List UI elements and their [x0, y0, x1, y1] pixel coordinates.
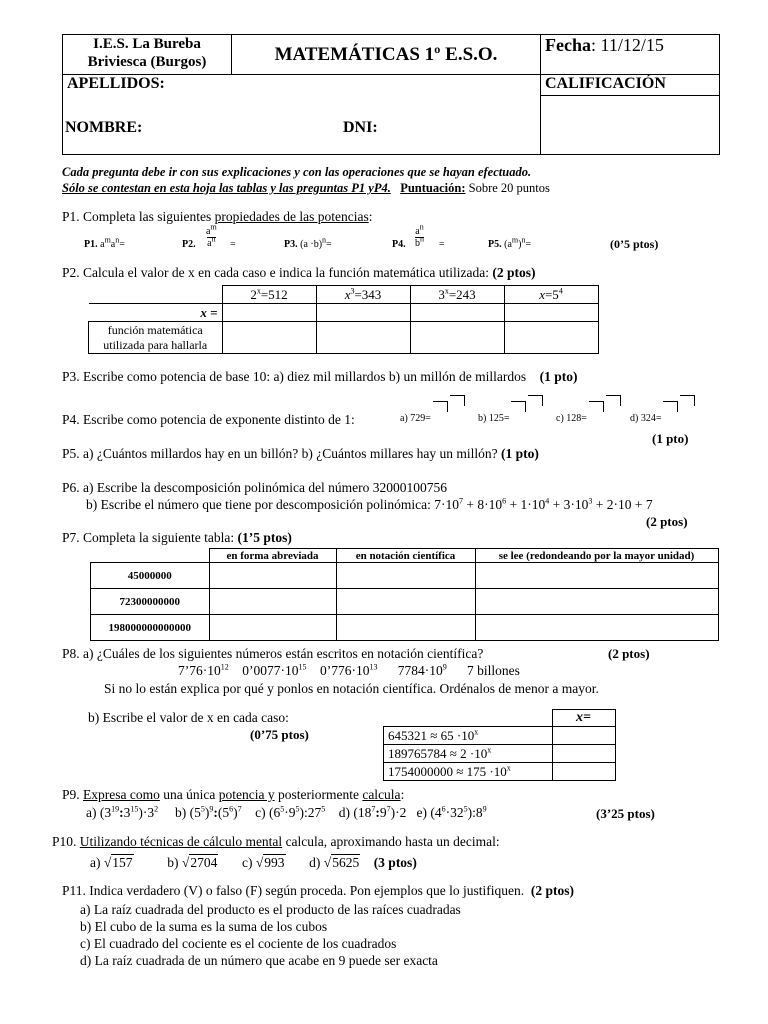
p8-answer-1[interactable] [552, 727, 615, 745]
p7-header-1: en forma abreviada [209, 549, 336, 563]
p2-fn-cell-2[interactable] [316, 322, 410, 354]
p7-cell[interactable] [475, 563, 718, 589]
p8-numbers: $7’76\cdot 10^{12}$ $0’0077\cdot 10^{15}$ $0’776\cdot 10^{13}$ $7784\cdot 10^9$ 7 billones [178, 662, 520, 678]
p3-text [62, 369, 578, 385]
p10-text [52, 834, 500, 850]
intro-line2 [62, 181, 550, 196]
p8-answer-3[interactable] [552, 763, 615, 781]
school-cell [63, 35, 232, 75]
p1-item-4 [392, 239, 406, 250]
p10-item-a: 157 [112, 855, 133, 870]
fecha-cell [541, 35, 720, 75]
p8-b: b) Escribe el valor de x en cada caso: [88, 710, 289, 725]
p1-text [62, 209, 372, 225]
p2-row-fn-1: función matemática [107, 322, 203, 337]
p2-table [88, 285, 599, 354]
p8-instructions: Si no lo están explica por qué y ponlos en notación científica. Ordénalos de menor a mayor. [104, 681, 599, 696]
p2-points: (2 ptos) [492, 265, 536, 280]
p9-text [62, 787, 404, 803]
p11-text [62, 883, 574, 899]
p1-item-3: P3. $(a \cdot b)^n=$ [284, 235, 332, 250]
p7-cell[interactable] [475, 589, 718, 615]
p7-row-2: 72300000000 [91, 589, 210, 615]
p2-corner [89, 286, 223, 304]
nombre-label: NOMBRE: [65, 119, 143, 136]
p1-i1-label: P1. [84, 239, 98, 250]
p2-question: P2. Calcula el valor de x en cada caso e indica la función matemática utilizada: [62, 265, 489, 280]
p2-x-cell-4[interactable] [504, 304, 598, 322]
p2-fn-cell-4[interactable] [504, 322, 598, 354]
p7-cell[interactable] [336, 589, 475, 615]
p1-i4-label: P4. [392, 239, 406, 250]
p2-row-x: x = [89, 304, 223, 322]
p6-a: P6. a) Escribe la descomposición polinómica del número 32000100756 [62, 480, 448, 495]
p1-item-5: P5. $(a^m)^n=$ [488, 235, 532, 250]
p9-mid1: una única [159, 787, 219, 802]
p8-table [383, 709, 616, 781]
p2-col-2: $x^3=343$ [316, 286, 410, 304]
puntuacion-value: Sobre 20 puntos [465, 181, 550, 195]
p4-b-label: b) 125= [478, 413, 510, 424]
fecha-label: Fecha [545, 35, 591, 55]
p4-a-box-2[interactable] [450, 395, 465, 406]
p8-row-1-text: 645321 ≈ 65 ·10 [388, 727, 475, 743]
p8-a: P8. a) ¿Cuáles de los siguientes números están escritos en notación científica? [62, 646, 484, 661]
p4-c [556, 413, 621, 424]
p1-i3-label: P3. [284, 239, 298, 250]
p10-label-a: a) [90, 855, 101, 870]
p2-col-4: $x=5^4$ [504, 286, 598, 304]
p7-points: (1’5 ptos) [237, 530, 292, 545]
p8-corner [384, 710, 553, 727]
p9-w1: Expresa como [83, 787, 160, 802]
p11-question: P11. Indica verdadero (V) o falso (F) según proceda. Pon ejemplos que lo justifiquen. [62, 883, 525, 898]
p2-col-3: $3^x=243$ [410, 286, 504, 304]
student-fields [63, 75, 541, 155]
p4-c-box-1[interactable] [589, 401, 604, 412]
p9-items: a) $(3^{19}:3^{15})\cdot 3^2$ b) $(5^5)^9:(5^6)^7$ c) $(6^5\cdot 9^5):27^5$ d) $(18^7:9^7)\cdot 2$ e) $(4^6\cdot 32^5):8^9$ [86, 804, 487, 820]
p4-a [400, 413, 465, 424]
p3-question: P3. Escribe como potencia de base 10: a) diez mil millardos b) un millón de millardos [62, 369, 527, 384]
p9-w3: calcula [362, 787, 401, 802]
p11-item-d: d) La raíz cuadrada de un número que acabe en 9 puede ser exacta [80, 953, 438, 968]
p2-x-cell-1[interactable] [222, 304, 316, 322]
p7-cell[interactable] [209, 589, 336, 615]
p10-item-d: 5625 [332, 855, 360, 870]
apellidos-label: APELLIDOS: [67, 75, 165, 92]
p8-answer-2[interactable] [552, 745, 615, 763]
p1-item-2-eq: = [230, 239, 236, 250]
header-table [62, 34, 720, 155]
p7-cell[interactable] [209, 615, 336, 641]
p8-a-points: (2 ptos) [608, 646, 650, 661]
p7-question: P7. Completa la siguiente tabla: [62, 530, 238, 545]
subject-title: MATEMÁTICAS 1º E.S.O. [232, 35, 541, 75]
p2-text [62, 265, 535, 281]
p9-w2: potencia y [218, 787, 275, 802]
p8-row-3-text: 1754000000 ≈ 175 ·10 [388, 763, 507, 779]
p11-item-b: b) El cubo de la suma es la suma de los cubos [80, 919, 328, 934]
school-location: Briviesca (Burgos) [87, 54, 207, 70]
p4-b-box-1[interactable] [511, 401, 526, 412]
p1-i2-label: P2. [182, 239, 196, 250]
p9-points: (3’25 ptos) [596, 806, 655, 821]
p10-items: a) √157 b) √2704 c) √993 d) √5625 (3 ptos) [90, 855, 417, 870]
p4-d-box-2[interactable] [680, 395, 695, 406]
p1-item-4-eq: = [439, 239, 445, 250]
p10-label-c: c) [241, 855, 253, 870]
intro-line2-text: Sólo se contestan en esta hoja las tablas y las preguntas P1 yP4. [62, 181, 391, 195]
p4-a-label: a) 729= [400, 413, 431, 424]
p2-fn-cell-3[interactable] [410, 322, 504, 354]
p8-x-header: x= [552, 710, 615, 727]
p7-cell[interactable] [209, 563, 336, 589]
p1-item-4-frac: $a^n$ $b^n$ [415, 222, 424, 249]
p4-text: P4. Escribe como potencia de exponente distinto de 1: [62, 412, 355, 427]
p7-cell[interactable] [336, 615, 475, 641]
p5-text [62, 446, 539, 462]
p7-text [62, 530, 292, 546]
puntuacion-label: Puntuación: [400, 181, 466, 195]
p10-label-d: d) [309, 855, 321, 870]
p9-mid2: posteriormente [274, 787, 363, 802]
p10-label-b: b) [167, 855, 179, 870]
p7-row-3: 198000000000000 [91, 615, 210, 641]
calificacion-cell [541, 75, 720, 155]
intro-line1: Cada pregunta debe ir con sus explicaciones y con las operaciones que se hayan efectuado. [62, 165, 532, 179]
p4-b-box-2[interactable] [528, 395, 543, 406]
p7-corner [91, 549, 210, 563]
p1-item-2-frac: $a^m$ $a^n$ [206, 222, 217, 249]
p4-d [630, 413, 695, 424]
p11-item-a: a) La raíz cuadrada del producto es el producto de las raíces cuadradas [80, 902, 461, 917]
p7-header-3: se lee (redondeando por la mayor unidad) [475, 549, 718, 563]
p4-d-box-1[interactable] [663, 401, 678, 412]
p1-item-1: P1. $a^ma^n=$ [84, 235, 125, 250]
p10-link: Utilizando técnicas de cálculo mental [79, 834, 283, 849]
p6-b: b) Escribe el número que tiene por descomposición polinómica: $7\cdot 10^7 + 8\cdot 10^6 + 1\cdot 10^4 + 3\cdot 10^3 + 2\cdot 10 + 7$ [86, 496, 653, 512]
p10-item-b: 2704 [190, 855, 218, 870]
p2-col-1: $2^x=512$ [222, 286, 316, 304]
p2-x-cell-3[interactable] [410, 304, 504, 322]
p5-points: (1 pto) [501, 446, 539, 461]
p8-b-points: (0’75 ptos) [250, 727, 309, 742]
p8-billones: 7 billones [467, 663, 520, 678]
p2-row-fn [89, 322, 223, 354]
fecha-value: : 11/12/15 [590, 35, 664, 55]
p5-question: P5. a) ¿Cuántos millardos hay en un billón? b) ¿Cuántos millares hay un millón? [62, 446, 498, 461]
p2-row-fn-2: utilizada para hallarla [103, 337, 208, 352]
p10-pre: P10. [52, 834, 80, 849]
dni-label: DNI: [343, 119, 378, 136]
p6-points: (2 ptos) [646, 514, 688, 529]
p9-post: : [400, 787, 405, 802]
p1-item-2 [182, 239, 196, 250]
p3-points: (1 pto) [539, 369, 578, 384]
p1-post: : [368, 209, 373, 224]
p7-table [90, 548, 719, 641]
p4-a-box-1[interactable] [433, 401, 448, 412]
p9-pre: P9. [62, 787, 84, 802]
calificacion-label: CALIFICACIÓN [541, 75, 719, 96]
p11-item-c: c) El cuadrado del cociente es el cociente de los cuadrados [80, 936, 397, 951]
p1-i5-label: P5. [488, 239, 502, 250]
school-name: I.E.S. La Bureba [93, 36, 201, 52]
p4-b [478, 413, 543, 424]
p10-item-c: 993 [264, 855, 285, 870]
p10-points: (3 ptos) [373, 855, 417, 870]
p11-points: (2 ptos) [530, 883, 575, 898]
p7-cell[interactable] [475, 615, 718, 641]
p4-c-box-2[interactable] [606, 395, 621, 406]
p10-post: calcula, aproximando hasta un decimal: [282, 834, 500, 849]
p1-link: propiedades de las potencias [214, 209, 369, 224]
p6-b-question: b) Escribe el número que tiene por descomposición polinómica: [86, 497, 435, 512]
p7-row-1: 45000000 [91, 563, 210, 589]
p4-c-label: c) 128= [556, 413, 587, 424]
p4-d-label: d) 324= [630, 413, 662, 424]
p8-row-1: $645321 \approx 65 \cdot 10^x$ [384, 727, 553, 745]
p8-row-2-text: 189765784 ≈ 2 ·10 [388, 745, 488, 761]
p7-header-2: en notación científica [336, 549, 475, 563]
p8-row-3: $1754000000 \approx 175 \cdot 10^x$ [384, 763, 553, 781]
p2-fn-cell-1[interactable] [222, 322, 316, 354]
p7-cell[interactable] [336, 563, 475, 589]
p1-points: (0’5 ptos) [610, 237, 659, 251]
p1-pre: P1. Completa las siguientes [62, 209, 215, 224]
p8-row-2: $189765784 \approx 2 \cdot 10^x$ [384, 745, 553, 763]
p11-list [80, 901, 461, 969]
p2-x-cell-2[interactable] [316, 304, 410, 322]
p4-points: (1 pto) [652, 431, 689, 446]
